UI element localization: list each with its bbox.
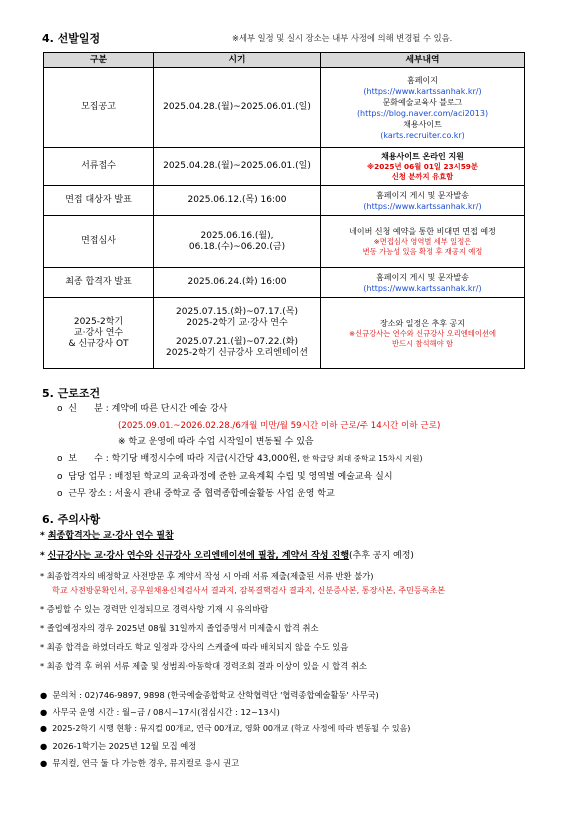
header-details: 세부내역 — [321, 53, 525, 68]
section4-title: 4. 선발일정 — [42, 32, 101, 45]
row-period: 2025.04.28.(월)~2025.06.01.(일) — [154, 68, 321, 148]
section5-title: 5. 근로조건 — [42, 387, 101, 400]
row-period: 2025.07.15.(화)~07.17.(목) 2025-2학기 교·강사 연수 2025.07.21.(월)~07.22.(화) 2025-2학기 신규강사 오리엔테이션 — [154, 298, 321, 369]
notice-item: * 신규강사는 교·강사 연수와 신규강사 오리엔테이션에 필참, 계약서 작성 진행(추후 공지 예정) — [40, 551, 414, 561]
notice-item: * 최종 합격 후 허위 서류 제출 및 성범죄·아동학대 경력조회 결과 이상이 있을 시 합격 취소 — [40, 661, 367, 671]
table-row — [44, 186, 525, 216]
row-period: 2025.06.12.(목) 16:00 — [154, 186, 321, 216]
condition-status: o 신 분 : 계약에 따른 단시간 예술 강사 — [57, 404, 228, 414]
table-row — [44, 268, 525, 298]
notice-item: * 최종합격자의 배정학교 사전방문 후 계약서 작성 시 아래 서류 제출(제출된 서류 반환 불가) — [40, 571, 374, 581]
homepage-link[interactable]: (https://www.kartssanhak.kr/) — [363, 201, 482, 211]
condition-location: o 근무 장소 : 서울시 관내 중학교 중 협력종합예술활동 사업 운영 학교 — [57, 489, 335, 499]
header-period: 시기 — [154, 53, 321, 68]
row-category: 모집공고 — [44, 68, 154, 148]
condition-contract-period: (2025.09.01.~2026.02.28./6개월 미만/월 59시간 이하 근로/주 14시간 이하 근로) — [118, 421, 441, 431]
info-item: ● 사무국 운영 시간 : 월~금 / 08시~17시(점심시간 : 12~13시) — [40, 707, 280, 717]
row-details: 네이버 신청 예약을 통한 비대면 면접 예정 ※면접심사 영역별 세부 일정은 변동 가능성 있음 확정 후 재공지 예정 — [321, 216, 525, 268]
row-details: 장소와 일정은 추후 공지 ※신규강사는 연수와 신규강사 오리엔테이션에 반드시 참석해야 함 — [321, 298, 525, 369]
table-row — [44, 68, 525, 148]
condition-note: ※ 학교 운영에 따라 수업 시작일이 변동될 수 있음 — [118, 437, 314, 447]
recruit-site-link[interactable]: (karts.recruiter.co.kr) — [380, 130, 465, 140]
row-period: 2025.06.24.(화) 16:00 — [154, 268, 321, 298]
bullet-icon: ● — [40, 741, 48, 751]
table-row — [44, 216, 525, 268]
schedule-table — [43, 52, 525, 369]
table-row — [44, 148, 525, 186]
notice-document-list: 학교 사전방문확인서, 공무원채용신체검사서 결과지, 잠복결핵검사 결과지, 신분증사본, 통장사본, 주민등록초본 — [52, 585, 446, 595]
bullet-icon: ● — [40, 690, 48, 700]
table-row — [44, 298, 525, 369]
section6-title: 6. 주의사항 — [42, 513, 101, 526]
info-item: ● 문의처 : 02)746-9897, 9898 (한국예술종합학교 산학협력단 '협력종합예술활동' 사무국) — [40, 690, 379, 700]
notice-item: * 증빙할 수 있는 경력만 인정되므로 경력사항 기재 시 유의바람 — [40, 604, 269, 614]
condition-duty: o 담당 업무 : 배정된 학교의 교육과정에 준한 교육계획 수립 및 영역별 예술교육 실시 — [57, 472, 393, 482]
row-category: 2025-2학기 교·강사 연수 & 신규강사 OT — [44, 298, 154, 369]
bullet-icon: ● — [40, 758, 48, 768]
row-details: 채용사이트 온라인 지원 ※2025년 06월 01일 23시59분 신청 분까지 유효함 — [321, 148, 525, 186]
row-details: 홈페이지 게시 및 문자발송 (https://www.kartssanhak.kr/) — [321, 268, 525, 298]
row-details: 홈페이지 게시 및 문자발송 (https://www.kartssanhak.kr/) — [321, 186, 525, 216]
row-category: 면접 대상자 발표 — [44, 186, 154, 216]
row-category: 면접심사 — [44, 216, 154, 268]
bullet-icon: ● — [40, 707, 48, 717]
notice-item: * 최종합격자는 교·강사 연수 필참 — [40, 531, 174, 541]
header-category: 구분 — [44, 53, 154, 68]
condition-pay: o 보 수 : 학기당 배정시수에 따라 지급(시간당 43,000원, 한 학급당 최대 중학교 15차시 지원) — [57, 454, 423, 464]
row-category: 서류접수 — [44, 148, 154, 186]
schedule-note: ※세부 일정 및 실시 장소는 내부 사정에 의해 변경될 수 있음. — [232, 33, 453, 43]
homepage-link[interactable]: (https://www.kartssanhak.kr/) — [363, 86, 482, 96]
info-item: ● 뮤지컬, 연극 둘 다 가능한 경우, 뮤지컬로 응시 권고 — [40, 758, 240, 768]
row-period: 2025.06.16.(월), 06.18.(수)~06.20.(금) — [154, 216, 321, 268]
blog-link[interactable]: (https://blog.naver.com/aci2013) — [356, 108, 489, 118]
notice-item: * 졸업예정자의 경우 2025년 08월 31일까지 졸업증명서 미제출시 합격 취소 — [40, 623, 319, 633]
bullet-icon: ● — [40, 724, 47, 733]
info-item: ● 2026-1학기는 2025년 12월 모집 예정 — [40, 741, 197, 751]
row-category: 최종 합격자 발표 — [44, 268, 154, 298]
row-period: 2025.04.28.(월)~2025.06.01.(일) — [154, 148, 321, 186]
info-item: ● 2025-2학기 시행 현황 : 뮤지컬 00개교, 연극 00개교, 영화 00개교 (학교 사정에 따라 변동될 수 있음) — [40, 724, 411, 733]
table-header-row — [44, 53, 525, 68]
row-details: 홈페이지 (https://www.kartssanhak.kr/) 문화예술교육사 블로그 (https://blog.naver.com/aci2013) 채용사이트 (karts.recruiter.co.kr) — [321, 68, 525, 148]
notice-item: * 최종 합격을 하였더라도 학교 일정과 강사의 스케줄에 따라 배치되지 않을 수도 있음 — [40, 642, 349, 652]
homepage-link[interactable]: (https://www.kartssanhak.kr/) — [363, 283, 482, 293]
